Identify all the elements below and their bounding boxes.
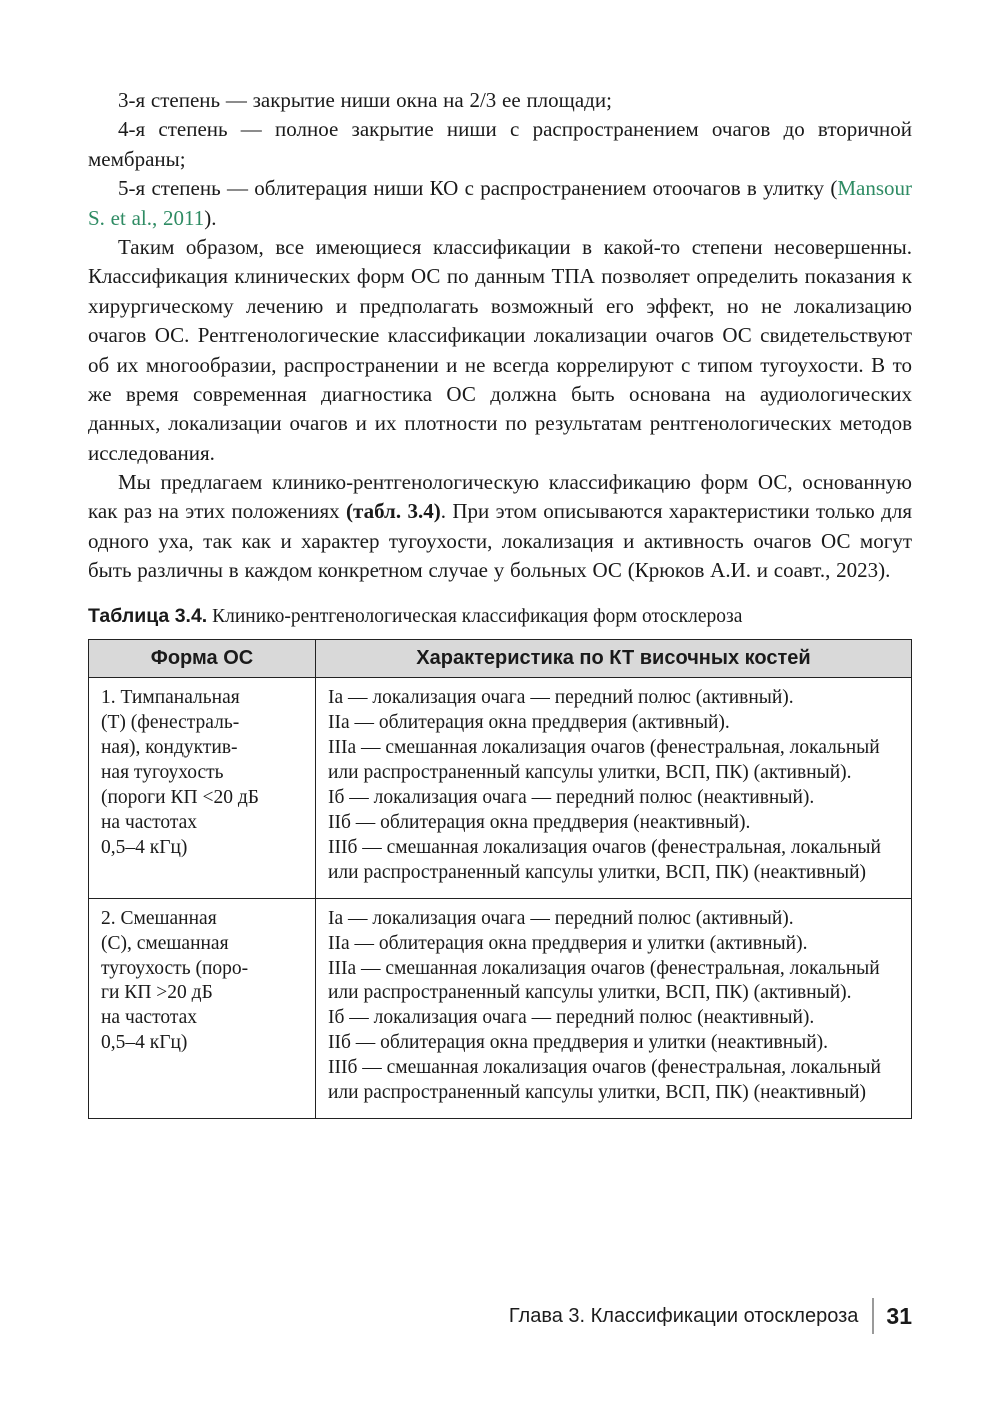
characteristic-item: Iа — локализация очага — передний полюс (активный). — [327, 907, 794, 929]
paragraph — [88, 468, 912, 586]
table-header-row — [89, 639, 912, 677]
footer-divider — [872, 1298, 874, 1334]
table-row — [89, 677, 912, 898]
citation-text: Mansour S. et al., 2011 — [88, 176, 912, 230]
page-footer — [509, 1298, 912, 1334]
column-header-characteristics: Характеристика по КТ височных костей — [315, 639, 911, 677]
text-segment: Таким образом, все имеющиеся классификации в какой-то степени несовершенны. Классификация клинических форм ОС по данным ТПА позволяет определить показания к хирургическому лечению и предполагать возможный его эффект, но не локализацию очагов ОС. Рентгенологические классификации локализации очагов ОС свидетельствуют об их многообразии, распространении и не всегда коррелируют с типом тугоухости. В то же время современная диагностика ОС должна быть основана на аудиологических данных, локализации очагов и их плотности по результатам рентгенологических методов исследования. — [88, 234, 912, 465]
text-segment: (табл. 3.4) — [346, 499, 441, 524]
table-body — [89, 677, 912, 1118]
form-cell: 1. Тимпанальная (Т) (фенестраль- ная), кондуктив- ная тугоухость (пороги КП <20 дБ на частотах 0,5–4 кГц) — [89, 677, 316, 898]
text-segment: 3-я степень — закрытие ниши окна на 2/3 ее площади; — [118, 88, 612, 112]
text-segment: ). — [204, 205, 217, 230]
characteristic-item: IIIб — смешанная локализация очагов (фенестральная, локальный или распространенный капсулы улитки, ВСП, ПК) (неактивный) — [327, 836, 881, 883]
characteristic-item: Iб — локализация очага — передний полюс (неактивный). — [327, 1007, 815, 1029]
classification-table — [88, 639, 912, 1119]
table-caption-label: Таблица 3.4. — [88, 604, 208, 627]
characteristic-item: IIIа — смешанная локализация очагов (фенестральная, локальный или распространенный капсулы улитки, ВСП, ПК) (активный). — [327, 736, 880, 783]
paragraph — [88, 233, 912, 468]
column-header-form: Форма ОС — [89, 639, 316, 677]
text-segment: 5-я степень — облитерация ниши КО с распространением отоочагов в улитку ( — [118, 176, 838, 201]
text-segment: Мы предлагаем клинико-рентгенологическую классификацию форм ОС, основанную как раз на этих положениях — [88, 470, 912, 524]
paragraph — [88, 174, 912, 233]
table-caption-text: Клинико-рентгенологическая классификация форм отосклероза — [207, 605, 743, 627]
body-paragraphs — [88, 86, 912, 586]
characteristics-cell — [315, 677, 911, 898]
form-cell: 2. Смешанная (С), смешанная тугоухость (поро- ги КП >20 дБ на частотах 0,5–4 кГц) — [89, 898, 316, 1119]
paragraph — [88, 115, 912, 174]
table-row — [89, 898, 912, 1119]
running-title: Глава 3. Классификации отосклероза — [508, 1304, 859, 1327]
text-segment: 4-я степень — полное закрытие ниши с распространением очагов до вторичной мембраны; — [88, 117, 912, 171]
table-caption — [88, 604, 912, 629]
characteristic-item: IIIб — смешанная локализация очагов (фенестральная, локальный или распространенный капсулы улитки, ВСП, ПК) (неактивный) — [327, 1057, 881, 1104]
characteristic-item: IIб — облитерация окна преддверия (неактивный). — [327, 811, 751, 833]
characteristic-item: Iб — локализация очага — передний полюс (неактивный). — [327, 786, 815, 808]
paragraph — [88, 86, 912, 115]
characteristic-item: Iа — локализация очага — передний полюс (активный). — [327, 686, 794, 708]
characteristic-item: IIб — облитерация окна преддверия и улитки (неактивный). — [327, 1032, 829, 1054]
page-number: 31 — [886, 1302, 912, 1329]
text-segment: . При этом описываются характеристики только для одного уха, так как и характер тугоухости, локализация и активность очагов ОС могут быть различны в каждом конкретном случае у больных ОС (Крюков А.И. и соавт., 2023). — [88, 499, 912, 583]
characteristics-cell — [315, 898, 911, 1119]
characteristic-item: IIа — облитерация окна преддверия и улитки (активный). — [327, 932, 808, 954]
characteristic-item: IIа — облитерация окна преддверия (активный). — [327, 711, 730, 733]
characteristic-item: IIIа — смешанная локализация очагов (фенестральная, локальный или распространенный капсулы улитки, ВСП, ПК) (активный). — [327, 957, 880, 1004]
